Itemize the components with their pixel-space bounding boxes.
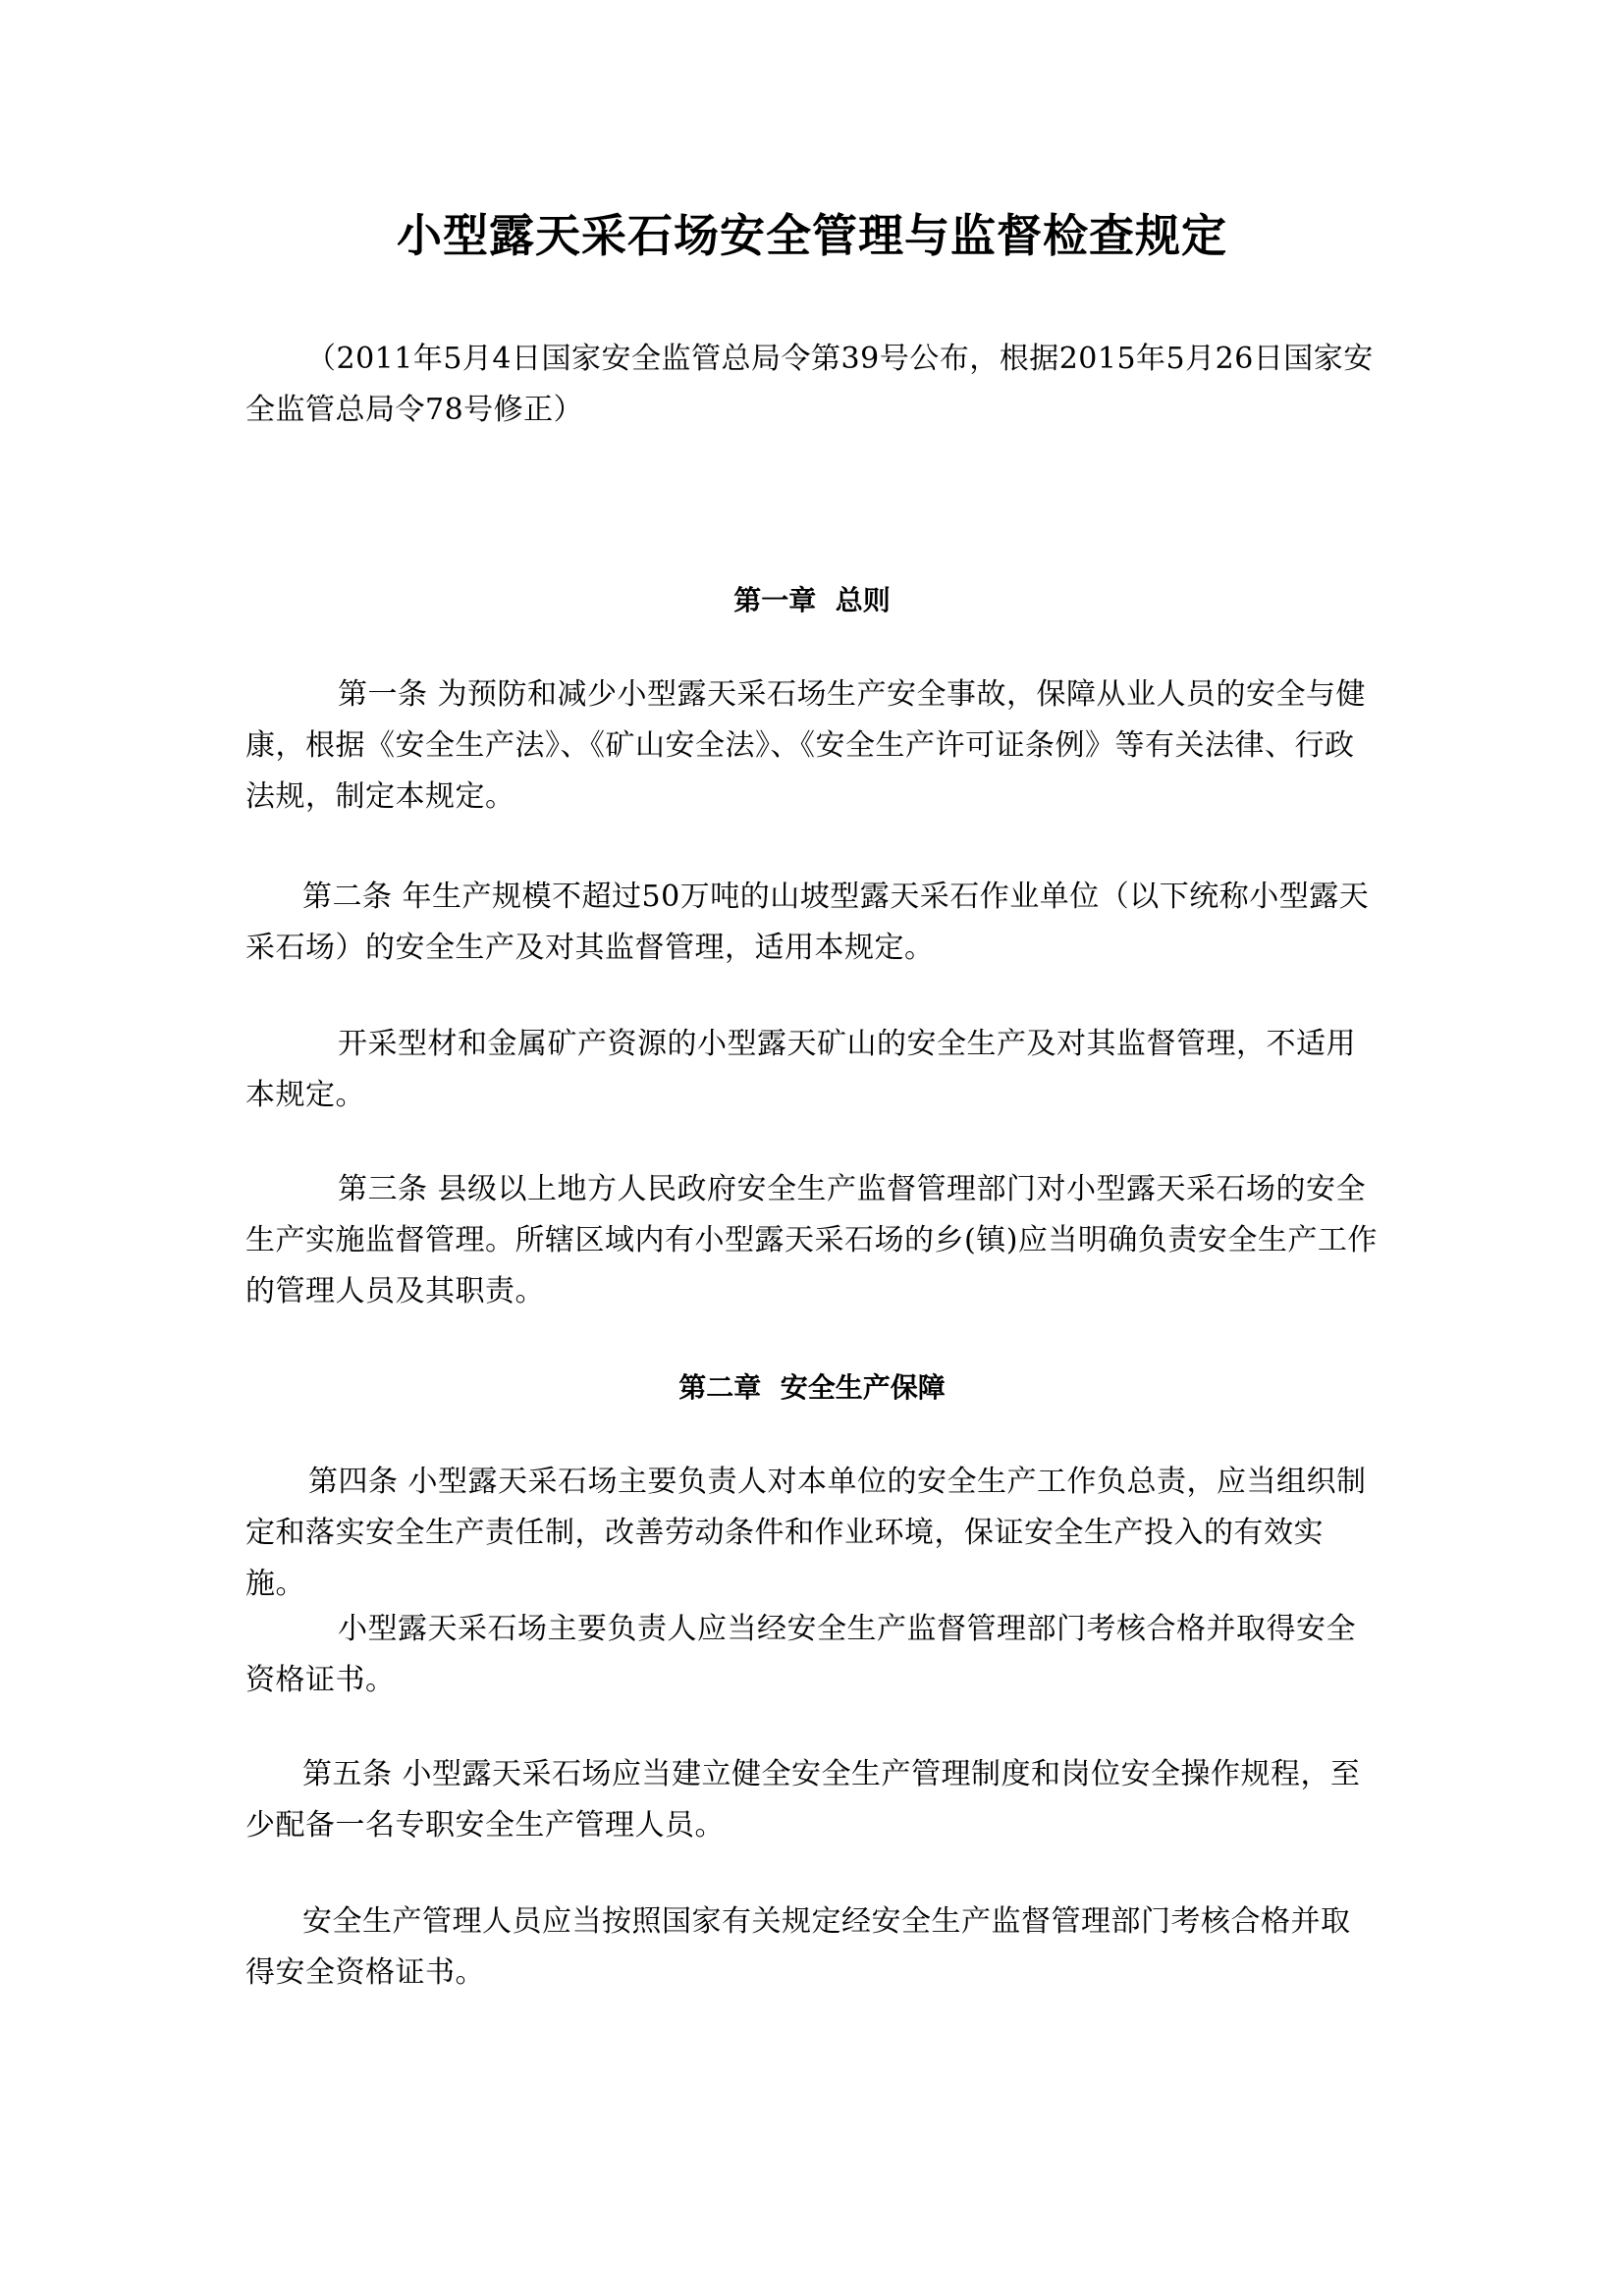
article-4-clause-2-paragraph: 小型露天采石场主要负责人应当经安全生产监督管理部门考核合格并取得安全资格证书。 (245, 1612, 1356, 1697)
article-4-paragraph: 第四条 小型露天采石场主要负责人对本单位的安全生产工作负总责，应当组织制定和落实安全生产责任制，改善劳动条件和作业环境，保证安全生产投入的有效实施。 (245, 1465, 1367, 1601)
article-2-paragraph: 第二条 年生产规模不超过50万吨的山坡型露天采石作业单位（以下统称小型露天采石场）的安全生产及对其监督管理，适用本规定。 (245, 880, 1370, 965)
preamble: （2011年5月4日国家安全监管总局令第39号公布，根据2015年5月26日国家安全监管总局令78号修正） (245, 342, 1374, 427)
article-5-clause-2-paragraph: 安全生产管理人员应当按照国家有关规定经安全生产监督管理部门考核合格并取得安全资格证书。 (245, 1904, 1351, 1990)
article-1-paragraph: 第一条 为预防和减少小型露天采石场生产安全事故，保障从业人员的安全与健康，根据《安全生产法》、《矿山安全法》、《安全生产许可证条例》等有关法律、行政法规，制定本规定。 (245, 677, 1367, 814)
article-3-paragraph: 第三条 县级以上地方人民政府安全生产监督管理部门对小型露天采石场的安全生产实施监督管理。所辖区域内有小型露天采石场的乡(镇)应当明确负责安全生产工作的管理人员及其职责。 (245, 1172, 1378, 1308)
document-title: 小型露天采石场安全管理与监督检查规定 (397, 209, 1227, 262)
article-2-clause-2-paragraph: 开采型材和金属矿产资源的小型露天矿山的安全生产及对其监督管理，不适用本规定。 (245, 1027, 1356, 1112)
article-5-paragraph: 第五条 小型露天采石场应当建立健全安全生产管理制度和岗位安全操作规程，至少配备一名专职安全生产管理人员。 (245, 1757, 1361, 1842)
chapter-1-heading: 第一章 总则 (733, 584, 891, 616)
chapter-2-heading: 第二章 安全生产保障 (678, 1371, 946, 1404)
